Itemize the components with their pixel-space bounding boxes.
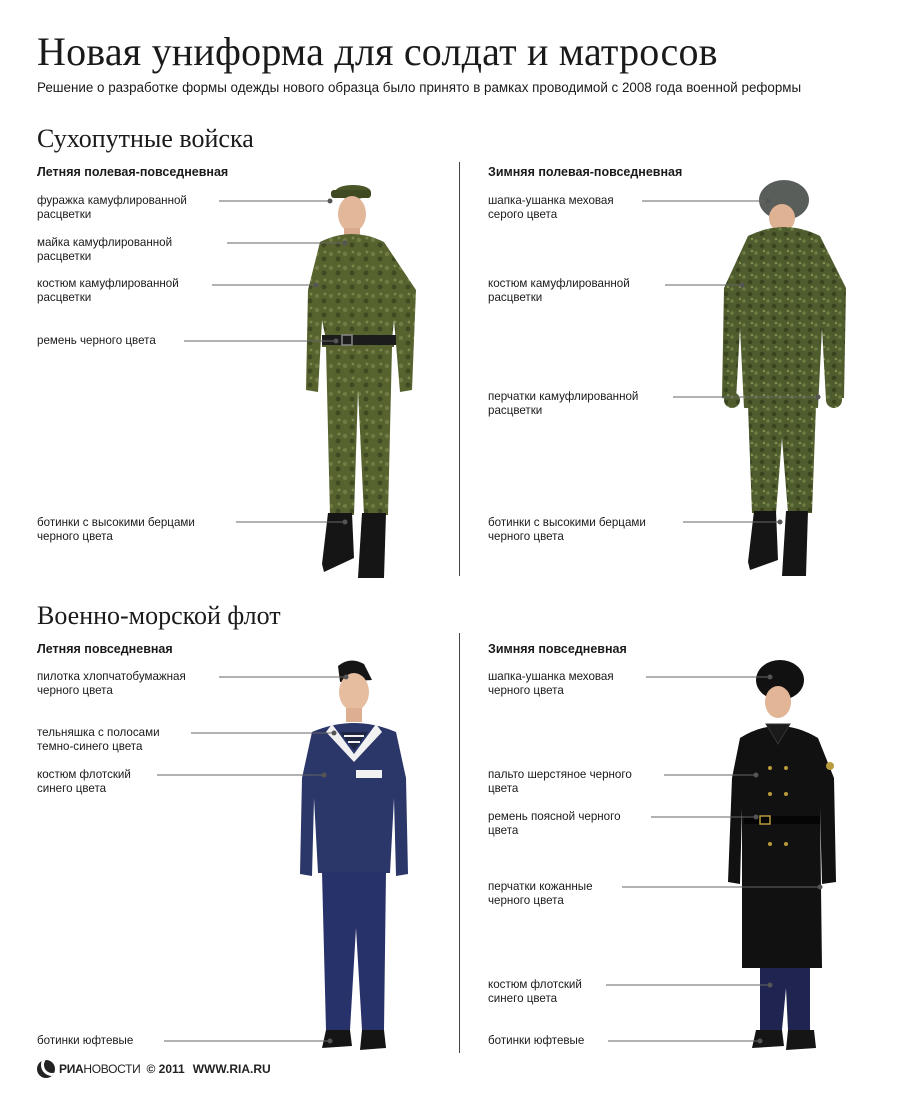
label-telnyashka: тельняшка с полосами темно-синего цвета bbox=[37, 726, 160, 753]
label-pilotka: пилотка хлопчатобумажная черного цвета bbox=[37, 670, 186, 697]
label-winter-camo-suit: костюм камуфлированной расцветки bbox=[488, 277, 630, 304]
section-title-land: Сухопутные войска bbox=[37, 124, 254, 153]
label-tshirt: майка камуфлированной расцветки bbox=[37, 236, 173, 263]
label-camo-suit: костюм камуфлированной расцветки bbox=[37, 277, 179, 304]
label-waist-belt: ремень поясной черного цвета bbox=[488, 810, 621, 837]
brand-ria: РИА bbox=[59, 1062, 84, 1076]
column-title-navy-summer: Летняя повседневная bbox=[37, 642, 173, 656]
website-link[interactable]: WWW.RIA.RU bbox=[192, 1062, 271, 1076]
label-belt: ремень черного цвета bbox=[37, 334, 156, 347]
page-title: Новая униформа для солдат и матросов bbox=[37, 29, 718, 74]
section-title-navy: Военно-морской флот bbox=[37, 601, 281, 630]
column-title-land-winter: Зимняя полевая-повседневная bbox=[488, 165, 683, 179]
column-title-navy-winter: Зимняя повседневная bbox=[488, 642, 627, 656]
ria-logo-icon bbox=[37, 1060, 55, 1078]
column-title-land-summer: Летняя полевая-повседневная bbox=[37, 165, 229, 179]
copyright: © 2011 bbox=[146, 1062, 185, 1076]
label-grey-ushanka: шапка-ушанка меховая серого цвета bbox=[488, 194, 614, 221]
label-cap: фуражка камуфлированной расцветки bbox=[37, 194, 187, 221]
label-wool-coat: пальто шерстяное черного цвета bbox=[488, 768, 632, 795]
brand-novosti: НОВОСТИ bbox=[83, 1062, 141, 1076]
label-winter-yuft-boots: ботинки юфтевые bbox=[488, 1034, 585, 1047]
label-leather-gloves: перчатки кожанные черного цвета bbox=[488, 880, 593, 907]
label-winter-boots: ботинки с высокими берцами черного цвета bbox=[488, 516, 646, 543]
footer bbox=[37, 1059, 271, 1079]
label-winter-navy-suit: костюм флотский синего цвета bbox=[488, 978, 582, 1005]
label-black-ushanka: шапка-ушанка меховая черного цвета bbox=[488, 670, 614, 697]
label-navy-suit: костюм флотский синего цвета bbox=[37, 768, 131, 795]
label-camo-gloves: перчатки камуфлированной расцветки bbox=[488, 390, 639, 417]
label-yuft-boots: ботинки юфтевые bbox=[37, 1034, 134, 1047]
label-boots: ботинки с высокими берцами черного цвета bbox=[37, 516, 195, 543]
page-subtitle: Решение о разработке формы одежды нового образца было принято в рамках проводимой с 2008 года военной реформы bbox=[37, 80, 802, 95]
